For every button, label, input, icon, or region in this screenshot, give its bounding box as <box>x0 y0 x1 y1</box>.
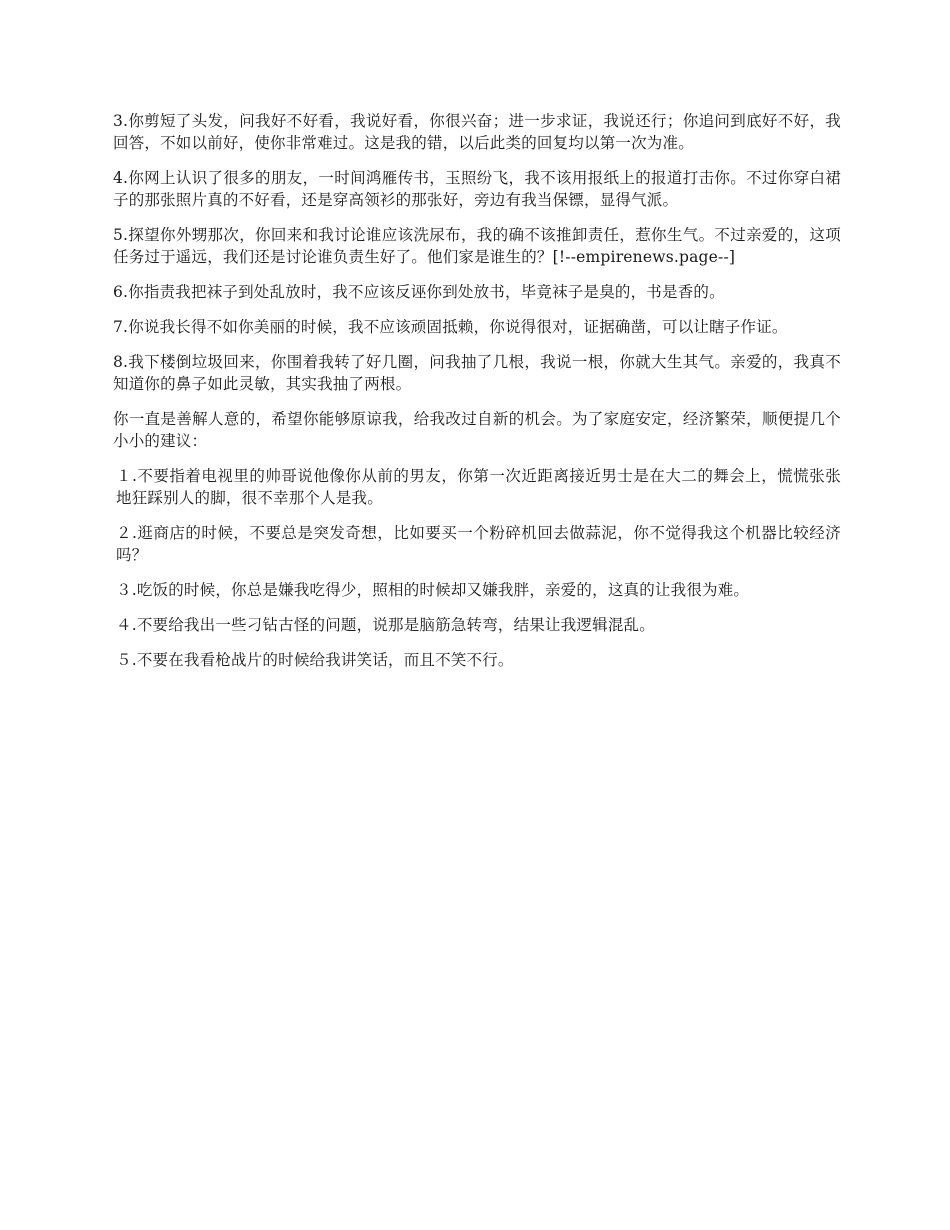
paragraph-item-3: 3.你剪短了头发，问我好不好看，我说好看，你很兴奋；进一步求证，我说还行；你追问到底好不好，我回答，不如以前好，使你非常难过。这是我的错，以后此类的回复均以第一次为准。 <box>113 112 841 152</box>
paragraph-intro-suggestions: 你一直是善解人意的，希望你能够原谅我，给我改过自新的机会。为了家庭安定，经济繁荣，顺便提几个小小的建议： <box>113 410 841 450</box>
suggestion-item-4: ４.不要给我出一些刁钻古怪的问题，说那是脑筋急转弯，结果让我逻辑混乱。 <box>116 616 655 634</box>
paragraph-item-4: 4.你网上认识了很多的朋友，一时间鸿雁传书，玉照纷飞，我不该用报纸上的报道打击你。不过你穿白裙子的那张照片真的不好看，还是穿高领衫的那张好，旁边有我当保镖，显得气派。 <box>113 169 841 209</box>
suggestion-item-2: ２.逛商店的时候，不要总是突发奇想，比如要买一个粉碎机回去做蒜泥，你不觉得我这个机器比较经济吗？ <box>116 524 841 564</box>
paragraph-item-7: 7.你说我长得不如你美丽的时候，我不应该顽固抵赖，你说得很对，证据确凿，可以让瞎子作证。 <box>113 318 788 336</box>
paragraph-item-6: 6.你指责我把袜子到处乱放时，我不应该反诬你到处放书，毕竟袜子是臭的，书是香的。 <box>113 283 725 301</box>
document-body <box>113 110 841 684</box>
suggestion-item-5: ５.不要在我看枪战片的时候给我讲笑话，而且不笑不行。 <box>116 651 514 669</box>
suggestion-item-3: ３.吃饭的时候，你总是嫌我吃得少，照相的时候却又嫌我胖，亲爱的，这真的让我很为难。 <box>116 581 750 599</box>
paragraph-item-8: 8.我下楼倒垃圾回来，你围着我转了好几圈，问我抽了几根，我说一根，你就大生其气。亲爱的，我真不知道你的鼻子如此灵敏，其实我抽了两根。 <box>113 353 841 393</box>
suggestion-item-1: １.不要指着电视里的帅哥说他像你从前的男友，你第一次近距离接近男士是在大二的舞会上，慌慌张张地狂踩别人的脚，很不幸那个人是我。 <box>116 467 841 507</box>
paragraph-item-5: 5.探望你外甥那次，你回来和我讨论谁应该洗尿布，我的确不该推卸责任，惹你生气。不过亲爱的，这项任务过于遥远，我们还是讨论谁负责生好了。他们家是谁生的？[!--empirenews.page--] <box>113 226 841 266</box>
